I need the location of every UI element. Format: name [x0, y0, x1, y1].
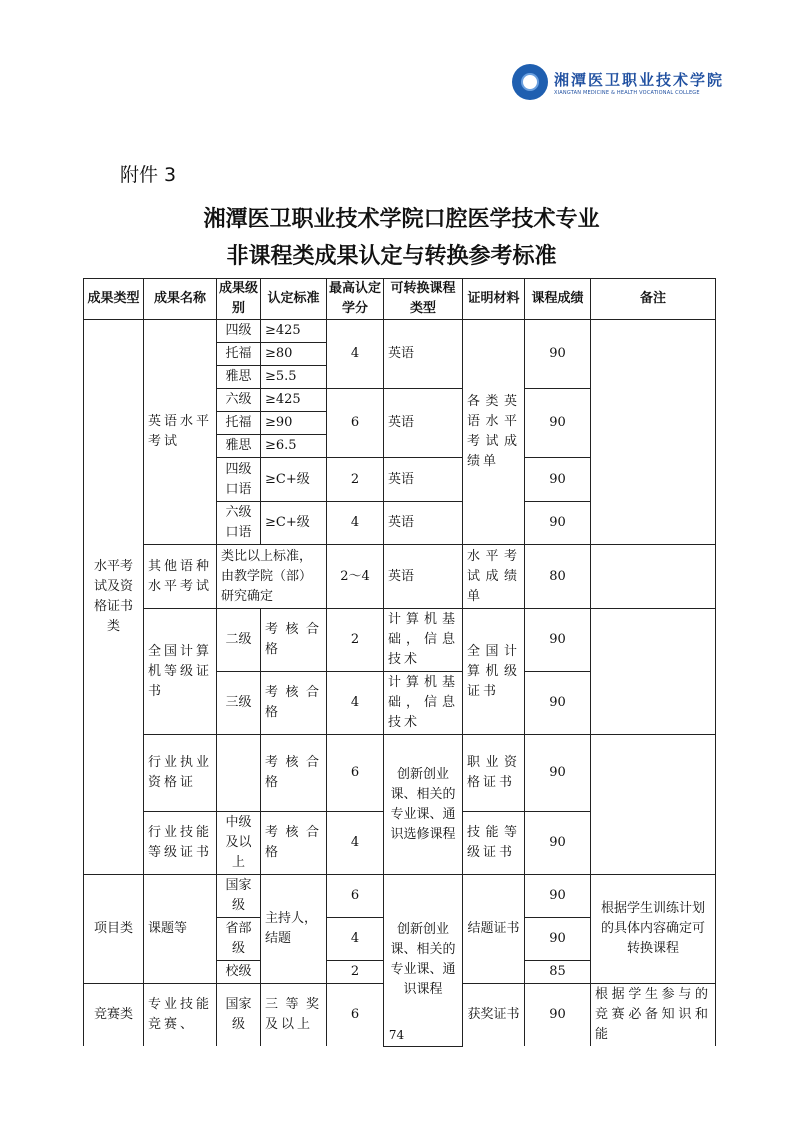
table-row — [84, 320, 716, 343]
cell: 国家级 — [217, 984, 261, 1047]
cell: 英语 — [384, 502, 463, 545]
cell: 考核合格 — [261, 812, 327, 875]
cell: 6 — [327, 735, 384, 812]
cell: 其他语种水平考试 — [144, 545, 217, 609]
cell: 英语 — [384, 458, 463, 502]
cell: 计算机基础，信息技术 — [384, 672, 463, 735]
attachment-label: 附件 3 — [120, 164, 177, 186]
table-row — [84, 735, 716, 812]
cell: ≥6.5 — [261, 435, 327, 458]
cell: 90 — [525, 918, 591, 961]
col-header: 可转换课程类型 — [384, 279, 463, 320]
cell: 根据学生参与的竞赛必备知识和能 — [591, 984, 716, 1047]
cell: 校级 — [217, 961, 261, 984]
cell: 4 — [327, 812, 384, 875]
cell: 雅思 — [217, 435, 261, 458]
cell: 2～4 — [327, 545, 384, 609]
cell: ≥5.5 — [261, 366, 327, 389]
cell: 三等奖及以上 — [261, 984, 327, 1047]
logo-en: XIANGTAN MEDICINE & HEALTH VOCATIONAL COLLEGE — [554, 89, 700, 96]
cell: 90 — [525, 735, 591, 812]
cell: 创新创业课、相关的专业课、通识课程 — [384, 875, 463, 1047]
table-row — [84, 545, 716, 609]
cell — [217, 735, 261, 812]
cell — [591, 609, 716, 735]
cell: ≥80 — [261, 343, 327, 366]
cell: 竞赛类 — [84, 984, 144, 1047]
page-number: 74 — [388, 1028, 405, 1042]
cell: 职业资格证书 — [463, 735, 525, 812]
cell: 考核合格 — [261, 609, 327, 672]
cell: 2 — [327, 961, 384, 984]
standards-table — [83, 278, 716, 1047]
cell: 托福 — [217, 412, 261, 435]
col-header: 证明材料 — [463, 279, 525, 320]
cell: 水平考试及资格证书类 — [84, 320, 144, 875]
cell: ≥90 — [261, 412, 327, 435]
cell: 行业执业资格证 — [144, 735, 217, 812]
col-header: 最高认定学分 — [327, 279, 384, 320]
cell: 6 — [327, 984, 384, 1047]
cell: 四级口语 — [217, 458, 261, 502]
cell: 90 — [525, 812, 591, 875]
cell: 根据学生训练计划的具体内容确定可转换课程 — [591, 875, 716, 984]
cell: 计算机基础，信息技术 — [384, 609, 463, 672]
table-row — [84, 609, 716, 672]
cell: 主持人，结题 — [261, 875, 327, 984]
cell: 2 — [327, 609, 384, 672]
cell: 全国计算机级证书 — [463, 609, 525, 735]
cell: 类比以上标准，由教学院（部）研究确定 — [217, 545, 327, 609]
college-logo — [512, 64, 724, 100]
cell: 国家级 — [217, 875, 261, 918]
cell: 六级口语 — [217, 502, 261, 545]
col-header: 认定标准 — [261, 279, 327, 320]
cell: 90 — [525, 389, 591, 458]
cell: 中级及以上 — [217, 812, 261, 875]
cell: ≥425 — [261, 389, 327, 412]
cell: 6 — [327, 389, 384, 458]
cell: 行业技能等级证书 — [144, 812, 217, 875]
cell: 80 — [525, 545, 591, 609]
cell: 创新创业课、相关的专业课、通识选修课程 — [384, 735, 463, 875]
cell: 课题等 — [144, 875, 217, 984]
cell: 6 — [327, 875, 384, 918]
cell: 英语水平考试 — [144, 320, 217, 545]
cell: 考核合格 — [261, 672, 327, 735]
cell: 90 — [525, 458, 591, 502]
col-header: 成果级别 — [217, 279, 261, 320]
cell: 4 — [327, 918, 384, 961]
cell: ≥425 — [261, 320, 327, 343]
cell — [591, 735, 716, 875]
table-header — [84, 279, 716, 320]
title-line-1: 湘潭医卫职业技术学院口腔医学技术专业 — [203, 207, 600, 232]
cell: 2 — [327, 458, 384, 502]
cell: ≥C+级 — [261, 458, 327, 502]
cell: 技能等级证书 — [463, 812, 525, 875]
cell: 90 — [525, 672, 591, 735]
cell: 考核合格 — [261, 735, 327, 812]
cell: 六级 — [217, 389, 261, 412]
col-header: 课程成绩 — [525, 279, 591, 320]
cell: 三级 — [217, 672, 261, 735]
cell: 英语 — [384, 545, 463, 609]
cell: 85 — [525, 961, 591, 984]
cell: 4 — [327, 672, 384, 735]
cell: 90 — [525, 984, 591, 1047]
table-row — [84, 875, 716, 918]
cell — [591, 545, 716, 609]
cell: 项目类 — [84, 875, 144, 984]
cell: 结题证书 — [463, 875, 525, 984]
cell: 各类英语水平考试成绩单 — [463, 320, 525, 545]
cell: 托福 — [217, 343, 261, 366]
col-header: 成果类型 — [84, 279, 144, 320]
cell: 4 — [327, 320, 384, 389]
cell: 二级 — [217, 609, 261, 672]
cell: 省部级 — [217, 918, 261, 961]
cell: 雅思 — [217, 366, 261, 389]
cell: 4 — [327, 502, 384, 545]
cell: 专业技能竞赛、 — [144, 984, 217, 1047]
col-header: 成果名称 — [144, 279, 217, 320]
cell: 90 — [525, 320, 591, 389]
college-seal-icon — [512, 64, 548, 100]
cell: 全国计算机等级证书 — [144, 609, 217, 735]
cell: 四级 — [217, 320, 261, 343]
cell: 水平考试成绩单 — [463, 545, 525, 609]
cell: 英语 — [384, 389, 463, 458]
col-header: 备注 — [591, 279, 716, 320]
title-line-2: 非课程类成果认定与转换参考标准 — [226, 244, 557, 269]
cell: ≥C+级 — [261, 502, 327, 545]
cell — [591, 320, 716, 545]
cell: 90 — [525, 875, 591, 918]
cell: 90 — [525, 609, 591, 672]
cell: 获奖证书 — [463, 984, 525, 1047]
logo-cn: 湘潭医卫职业技术学院 — [554, 70, 725, 89]
cell: 90 — [525, 502, 591, 545]
cell: 英语 — [384, 320, 463, 389]
